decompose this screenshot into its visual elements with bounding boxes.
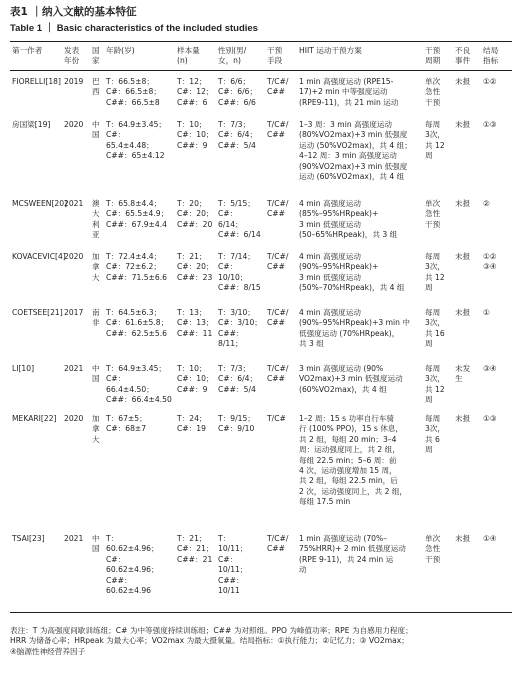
cell-sex: T： 10/11； C#： 10/11； C##： 10/11 — [218, 534, 248, 596]
cell-cycle: 每周 3次， 共 12 周 — [425, 120, 446, 161]
header-sex: 性别(男/ 女，n) — [218, 46, 247, 66]
cell-country: 加 拿 大 — [92, 414, 100, 444]
header-sample: 样本量 (n) — [177, 46, 200, 66]
cell-country: 澳 大 利 亚 — [92, 199, 100, 240]
cell-country: 南 非 — [92, 308, 100, 328]
cell-author: FIORELLI[18] — [12, 77, 61, 86]
cell-n: T：10； C#：10； C##：9 — [177, 364, 214, 394]
cell-protocol: 1–3 周：3 min 高强度运动 (80%VO2max)+3 min 低强度 运动 (50%VO2max)，共 4 组； 4–12 周：3 min 高强度运动 (90%VO2max)+3 min 低强度 运动 (60%VO2max)，共 4 组 — [299, 120, 412, 182]
cell-intervention: T/C# — [267, 414, 286, 423]
cell-year: 2020 — [64, 120, 84, 129]
cell-year: 2019 — [64, 77, 84, 86]
cell-cycle: 单次 急性 干预 — [425, 77, 441, 107]
cell-year: 2020 — [64, 252, 84, 261]
cell-n: T：20； C#：20； C##：20 — [177, 199, 214, 229]
table-footnote: 表注：T 为高强度间歇训练组；C# 为中等强度持续训练组；C## 为对照组。PPO 为峰值功率；RPE 为自感用力程度； HRR 为储备心率；HRpeak 为最大心率；VO2max 为最大摄氧量。结局指标：①执行能力；②记忆力；③ VO2max； ④脑源性神经营养因子 — [10, 626, 413, 656]
cell-country: 巴 西 — [92, 77, 100, 97]
cell-year: 2021 — [64, 364, 84, 373]
cell-protocol: 4 min 高强度运动 (90%–95%HRpeak)+ 3 min 低强度运动 (50%–70%HRpeak)，共 4 组 — [299, 252, 405, 293]
cell-author: MCSWEEN[20] — [12, 199, 68, 208]
cell-age: T：64.9±3.45； C#： 66.4±4.50； C##：66.4±4.50 — [106, 364, 172, 405]
cell-n: T：24； C#：19 — [177, 414, 207, 434]
cell-sex: T：7/3； C#：6/4； C##：5/4 — [218, 120, 258, 150]
cell-intervention: T/C#/ C## — [267, 364, 289, 384]
cell-author: TSAI[23] — [12, 534, 45, 543]
cell-cycle: 每周 3次， 共 12 周 — [425, 364, 446, 405]
header-outcome: 结局 指标 — [483, 46, 499, 66]
cell-outcome: ①② — [483, 77, 497, 86]
cell-age: T：64.9±3.45； C#： 65.4±4.48； C##：65±4.12 — [106, 120, 167, 161]
cell-age: T：64.5±6.3； C#：61.6±5.8； C##：62.5±5.6 — [106, 308, 169, 338]
cell-year: 2020 — [64, 414, 84, 423]
cell-author: COETSEE[21] — [12, 308, 63, 317]
cell-country: 加 拿 大 — [92, 252, 100, 282]
cell-protocol: 1 min 高强度运动 (RPE15- 17)+2 min 中等强度运动 (RPE9-11)，共 21 min 运动 — [299, 77, 399, 107]
cell-n: T：21； C#：20； C##：23 — [177, 252, 214, 282]
cell-cycle: 单次 急性 干预 — [425, 199, 441, 229]
cell-intervention: T/C#/ C## — [267, 77, 289, 97]
cell-adverse: 未报 — [455, 534, 471, 543]
cell-year: 2021 — [64, 199, 84, 208]
cell-protocol: 4 min 高强度运动 (90%–95%HRpeak)+3 min 中 低强度运动 (70%HRpeak)， 共 3 组 — [299, 308, 410, 349]
cell-country: 中 国 — [92, 534, 100, 554]
cell-n: T：13； C#：13； C##：11 — [177, 308, 214, 338]
cell-outcome: ③④ — [483, 364, 497, 373]
top-rule — [10, 41, 512, 42]
cell-year: 2021 — [64, 534, 84, 543]
cell-outcome: ①④ — [483, 534, 497, 543]
cell-sex: T：9/15； C#：9/10 — [218, 414, 255, 434]
bottom-rule — [10, 612, 512, 613]
header-rule — [10, 70, 512, 71]
cell-adverse: 未发 生 — [455, 364, 471, 384]
cell-author: MEKARI[22] — [12, 414, 57, 423]
cell-protocol: 1–2 周：15 s 功率自行车骑 行 (100% PPO)，15 s 休息， 共 2 组，每组 20 min；3–4 周：运动强度同上，共 2 组， 每组 22.5 min；5–6 周：前 4 次，运动强度增加 15 周， 共 2 组，每组 22.5 min，后 2 次，运动强度同上，共 2 组， 每组 17.5 min — [299, 414, 408, 507]
cell-intervention: T/C#/ C## — [267, 534, 289, 554]
table-title-en: Table 1 ｜ Basic characteristics of the included studies — [10, 23, 258, 34]
cell-age: T： 60.62±4.96； C#： 60.62±4.96； C##： 60.62±4.96 — [106, 534, 159, 596]
cell-age: T：67±5； C#：68±7 — [106, 414, 147, 434]
cell-sex: T：3/10； C#：3/10； C##： 8/11； — [218, 308, 262, 349]
cell-adverse: 未报 — [455, 77, 471, 86]
header-country: 国 家 — [92, 46, 100, 66]
cell-outcome: ①③ — [483, 120, 497, 129]
cell-n: T：12； C#：12； C##：6 — [177, 77, 214, 107]
cell-cycle: 每周 3次， 共 12 周 — [425, 252, 446, 293]
cell-author: 房国梁[19] — [12, 120, 51, 129]
header-year: 发表 年份 — [64, 46, 80, 66]
cell-protocol: 3 min 高强度运动 (90% VO2max)+3 min 低强度运动 (60%VO2max)，共 4 组 — [299, 364, 403, 394]
cell-intervention: T/C#/ C## — [267, 199, 289, 219]
cell-sex: T：5/15； C#： 6/14； C##：6/14 — [218, 199, 261, 240]
cell-cycle: 每周 3次， 共 16 周 — [425, 308, 446, 349]
cell-n: T：10； C#：10； C##：9 — [177, 120, 214, 150]
cell-author: KOVACEVIC[4] — [12, 252, 66, 261]
cell-author: LI[10] — [12, 364, 35, 373]
cell-intervention: T/C#/ C## — [267, 120, 289, 140]
cell-outcome: ①③ — [483, 414, 497, 423]
cell-adverse: 未报 — [455, 199, 471, 208]
table-title-cn: 表1 ｜纳入文献的基本特征 — [10, 6, 137, 18]
header-adverse: 不良 事件 — [455, 46, 471, 66]
cell-outcome: ①② ③④ — [483, 252, 497, 272]
cell-age: T：65.8±4.4； C#：65.5±4.9； C##：67.9±4.4 — [106, 199, 169, 229]
cell-adverse: 未报 — [455, 252, 471, 261]
cell-protocol: 1 min 高强度运动 (70%– 75%HRR)+ 2 min 低强度运动 (RPE 9-11)，共 24 min 运 动 — [299, 534, 406, 575]
cell-cycle: 单次 急性 干预 — [425, 534, 441, 564]
cell-outcome: ① — [483, 308, 490, 317]
cell-age: T：72.4±4.4； C#：72±6.2； C##：71.5±6.6 — [106, 252, 167, 282]
header-author: 第一作者 — [12, 46, 43, 55]
cell-adverse: 未报 — [455, 414, 471, 423]
header-cycle: 干预 周期 — [425, 46, 441, 66]
cell-adverse: 未报 — [455, 308, 471, 317]
cell-age: T：66.5±8； C#：66.5±8； C##：66.5±8 — [106, 77, 161, 107]
cell-sex: T：6/6； C#：6/6； C##：6/6 — [218, 77, 258, 107]
cell-sex: T：7/3； C#：6/4； C##：5/4 — [218, 364, 258, 394]
cell-intervention: T/C#/ C## — [267, 308, 289, 328]
header-intervention: 干预 手段 — [267, 46, 283, 66]
cell-adverse: 未报 — [455, 120, 471, 129]
cell-country: 中 国 — [92, 120, 100, 140]
cell-intervention: T/C#/ C## — [267, 252, 289, 272]
cell-n: T：21； C#：21； C##：21 — [177, 534, 214, 564]
header-age: 年龄(岁) — [106, 46, 135, 55]
cell-sex: T：7/14； C#： 10/10； C##：8/15 — [218, 252, 261, 293]
cell-protocol: 4 min 高强度运动 (85%–95%HRpeak)+ 3 min 低强度运动 (50–65%HRpeak)，共 3 组 — [299, 199, 398, 240]
cell-country: 中 国 — [92, 364, 100, 384]
cell-cycle: 每周 3次， 共 6 周 — [425, 414, 446, 455]
cell-outcome: ② — [483, 199, 490, 208]
cell-year: 2017 — [64, 308, 84, 317]
header-protocol: HIIT 运动干预方案 — [299, 46, 362, 55]
